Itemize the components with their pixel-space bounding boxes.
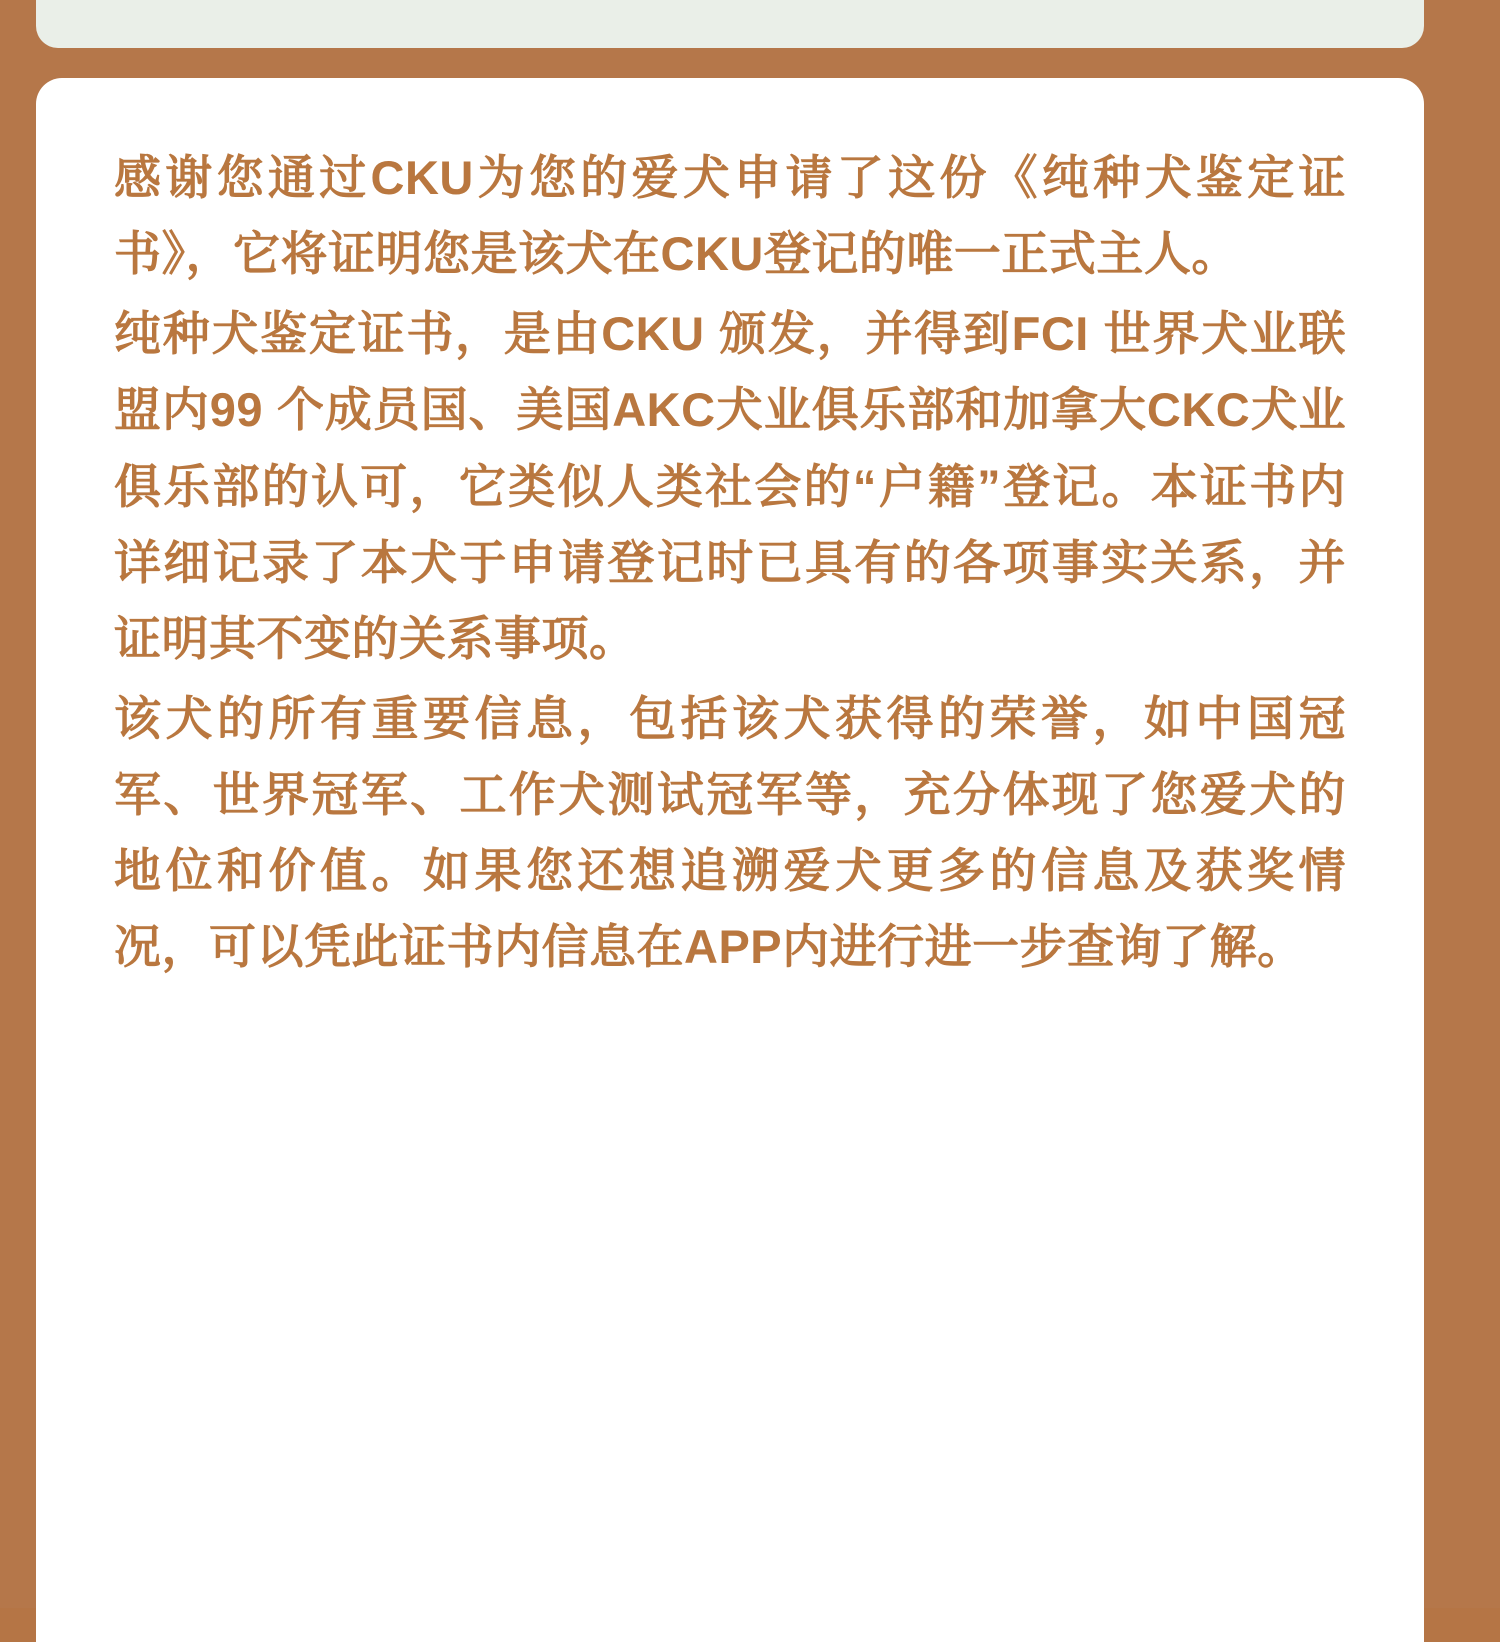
paragraph-certificate-description: 纯种犬鉴定证书，是由CKU 颁发，并得到FCI 世界犬业联盟内99 个成员国、美国AKC犬业俱乐部和加拿大CKC犬业俱乐部的认可，它类似人类社会的“户籍”登记。本证书内详细记录了本犬于申请登记时已具有的各项事实关系，并证明其不变的关系事项。 [114, 307, 1346, 665]
paragraph-intro: 感谢您通过CKU为您的爱犬申请了这份《纯种犬鉴定证书》，它将证明您是该犬在CKU登记的唯一正式主人。 [114, 151, 1346, 281]
top-partial-card [36, 0, 1424, 48]
paragraph-honors-and-app: 该犬的所有重要信息，包括该犬获得的荣誉，如中国冠军、世界冠军、工作犬测试冠军等，充分体现了您爱犬的地位和价值。如果您还想追溯爱犬更多的信息及获奖情况，可以凭此证书内信息在APP内进行进一步查询了解。 [114, 691, 1346, 974]
content-card [36, 78, 1424, 1642]
